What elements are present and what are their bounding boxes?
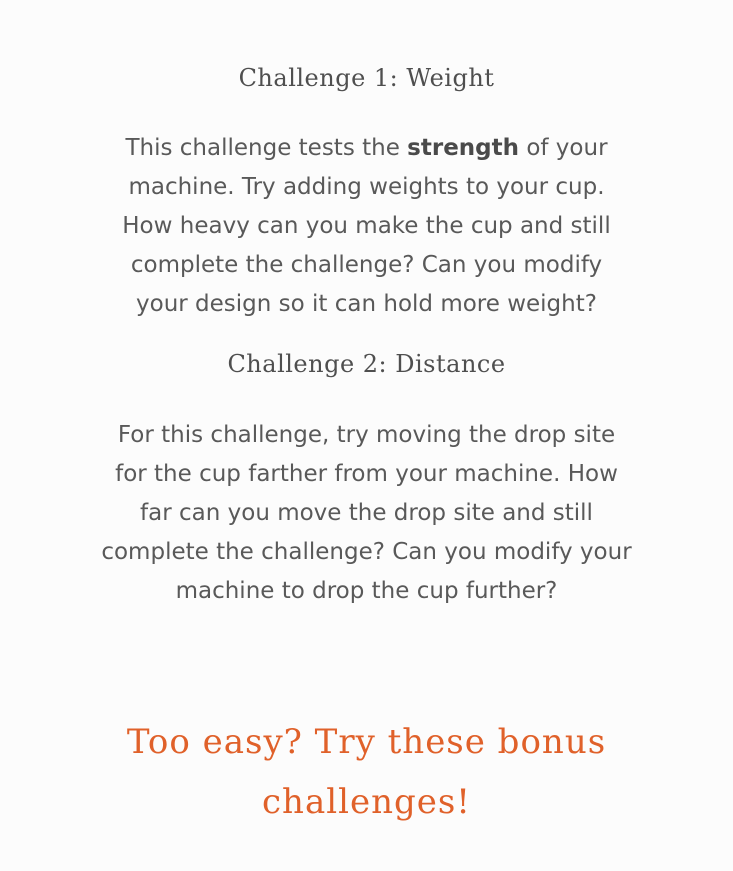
bonus-heading-line-2: challenges! — [262, 782, 471, 822]
bonus-challenges-heading — [0, 712, 733, 832]
challenge-1-description — [107, 129, 627, 324]
bonus-heading-line-1: Too easy? Try these bonus — [126, 722, 607, 762]
challenge-1-emphasis: strength — [407, 135, 520, 161]
challenge-2-description: For this challenge, try moving the drop site for the cup farther from your machine. How far can you move the drop site and still complete the challenge? Can you modify your machine to drop the cup further? — [101, 422, 632, 604]
challenge-1-title: Challenge 1: Weight — [238, 64, 495, 92]
challenge-2-title: Challenge 2: Distance — [227, 350, 506, 378]
challenge-1-text-end: of your machine. Try adding weights to your cup. How heavy can you make the cup and still complete the challenge? Can you modify your design so it can hold more weight? — [122, 135, 611, 317]
challenge-1-text-start: This challenge tests the — [125, 135, 408, 161]
